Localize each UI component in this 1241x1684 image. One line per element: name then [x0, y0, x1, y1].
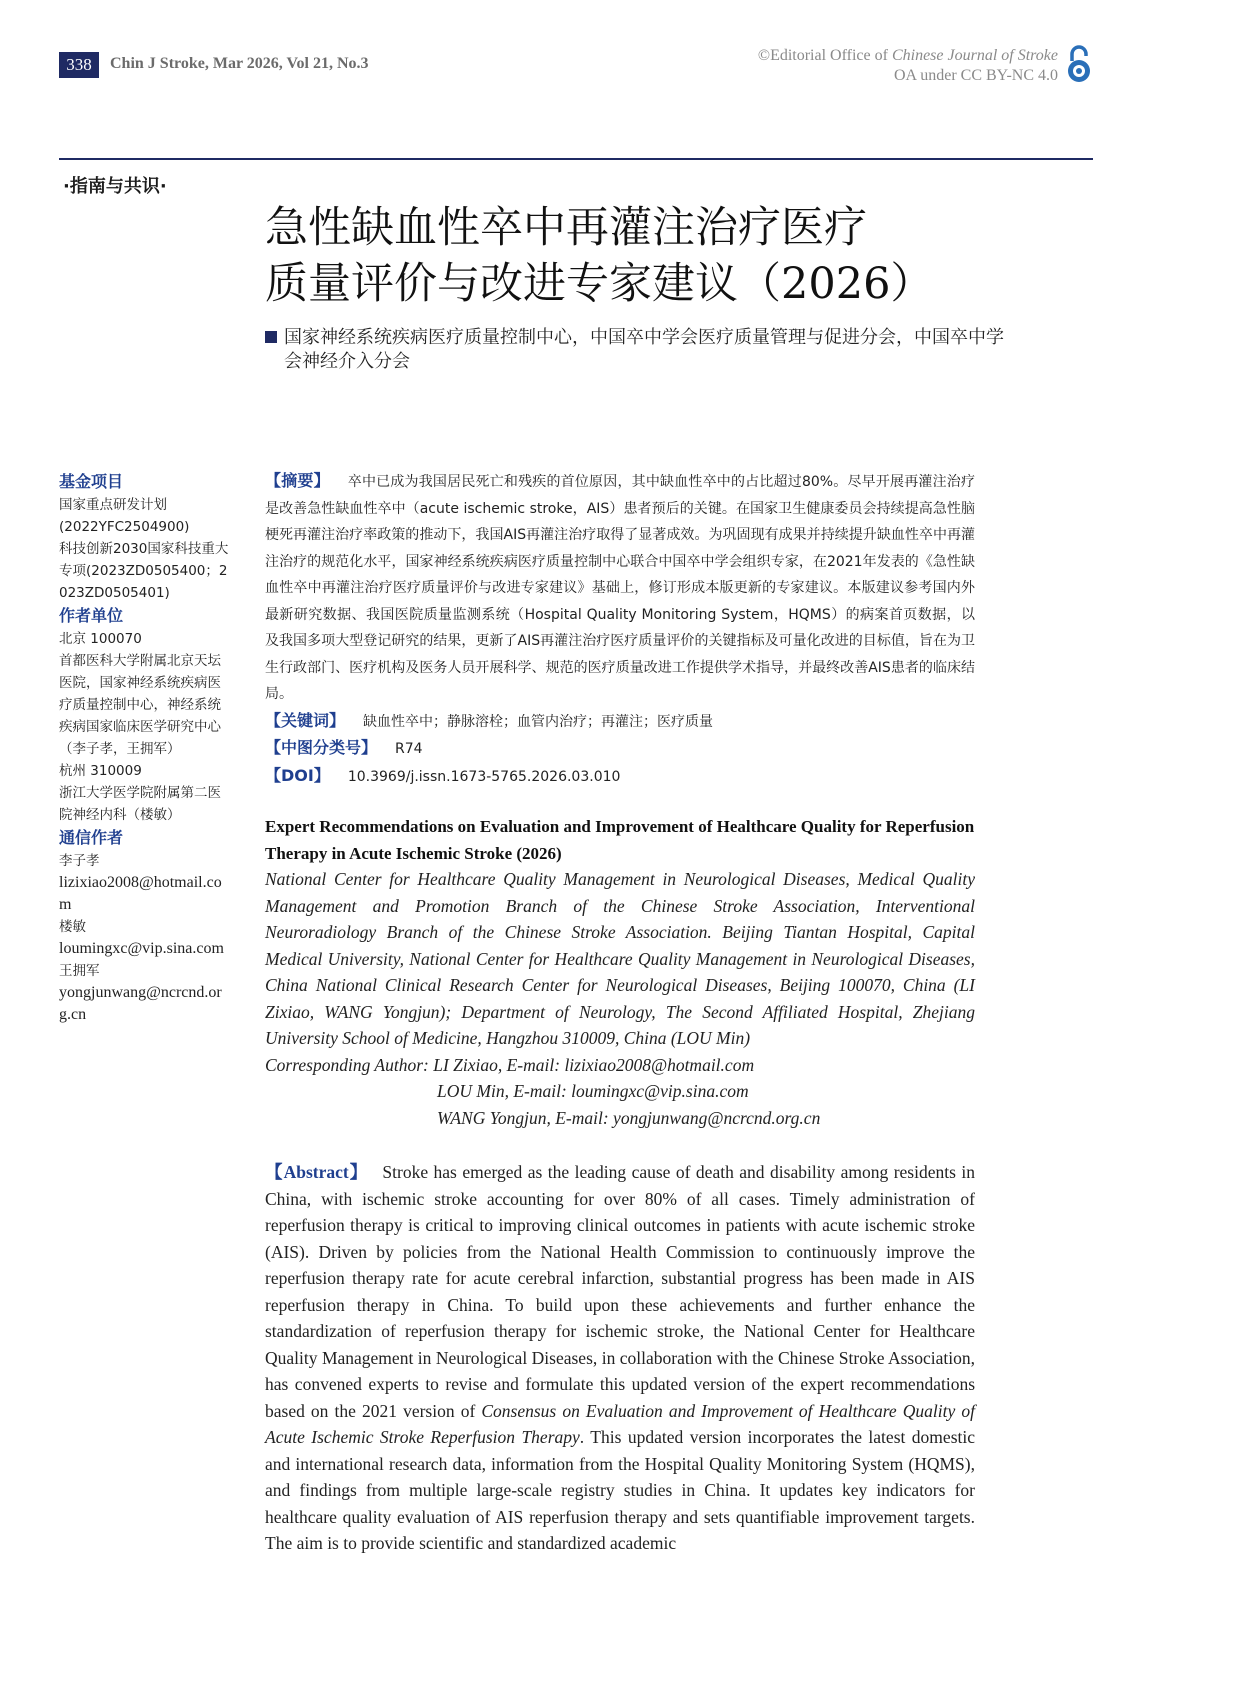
author-groups: [265, 326, 1005, 374]
cn-abstract-label: 【摘要】: [265, 471, 330, 490]
page-number: 338: [59, 52, 99, 78]
journal-citation: Chin J Stroke, Mar 2026, Vol 21, No.3: [110, 55, 369, 72]
affiliation-1: 首都医科大学附属北京天坛医院，国家神经系统疾病医疗质量控制中心，神经系统疾病国家临床医学研究中心（李子孝，王拥军）: [59, 653, 221, 757]
english-affiliation: National Center for Healthcare Quality Management in Neurological Diseases, Medical Quality Management and Promotion Branch of the Chinese Stroke Association, Interventional Neuroradiology Branch of the Chinese Stroke Association. Beijing Tiantan Hospital, Capital Medical University, National Center for Healthcare Quality Management in Neurological Diseases, China National Clinical Research Center for Neurological Diseases, Beijing 100070, China (LI Zixiao, WANG Yongjun); Department of Neurology, The Second Affiliated Hospital, Zhejiang University School of Medicine, Hangzhou 310009, China (LOU Min): [265, 869, 975, 1048]
corresponding-2-email[interactable]: loumingxc@vip.sina.com: [59, 940, 224, 957]
en-abstract-label: 【Abstract】: [265, 1162, 369, 1182]
cn-abstract-text: 卒中已成为我国居民死亡和残疾的首位原因，其中缺血性卒中的占比超过80%。尽早开展再灌注治疗是改善急性缺血性卒中（acute ischemic stroke，AIS）患者预后的关键。在国家卫生健康委员会持续提高急性脑梗死再灌注治疗率政策的推动下，我国AIS再灌注治疗取得了显著成效。为巩固现有成果并持续提升缺血性卒中再灌注治疗的规范化水平，国家神经系统疾病医疗质量控制中心联合中国卒中学会组织专家，在2021年发表的《急性缺血性卒中再灌注治疗医疗质量评价与改进专家建议》基础上，修订形成本版更新的专家建议。本版建议参考国内外最新研究数据、我国医院质量监测系统（Hospital Quality Monitoring System，HQMS）的病案首页数据，以及我国多项大型登记研究的结果，更新了AIS再灌注治疗医疗质量评价的关键指标及可量化改进的目标值，旨在为卫生行政部门、医疗机构及医务人员开展科学、规范的医疗质量改进工作提供学术指导，并最终改善AIS患者的临床结局。: [265, 474, 975, 702]
copyright-journal: Chinese Journal of Stroke: [891, 47, 1058, 64]
cn-doi-label: 【DOI】: [265, 765, 330, 785]
affiliation-1-city: 北京 100070: [59, 631, 142, 647]
copyright-prefix: ©Editorial Office of: [757, 47, 892, 64]
english-abstract: [265, 1159, 975, 1557]
cn-clc-label: 【中图分类号】: [265, 738, 378, 757]
open-access-lock-icon: [1066, 44, 1092, 84]
cn-keywords: [265, 708, 975, 736]
header-rule: [59, 158, 1093, 160]
corresponding-3-email[interactable]: yongjunwang@ncrcnd.org.cn: [59, 984, 222, 1023]
chinese-abstract: [265, 468, 975, 790]
english-affiliation-block: [265, 866, 975, 1131]
cn-clc-text: R74: [395, 741, 423, 757]
affiliation-2-city: 杭州 310009: [59, 763, 142, 779]
author-text: 国家神经系统疾病医疗质量控制中心，中国卒中学会医疗质量管理与促进分会，中国卒中学会神经介入分会: [284, 327, 1004, 372]
cn-doi-text[interactable]: 10.3969/j.issn.1673-5765.2026.03.010: [347, 768, 621, 785]
en-abstract-paragraph: [265, 1159, 975, 1557]
section-label: ·指南与共识·: [63, 176, 167, 197]
en-abstract-text-2: . This updated version incorporates the latest domestic and international research data, information from the Hospital Quality Monitoring System (HQMS), and findings from multiple large-scale registry studies in China. It updates key indicators for healthcare quality evaluation of AIS reperfusion therapy and sets quantifiable improvement targets. The aim is to provide scientific and standardized academic: [265, 1427, 975, 1553]
article-title: [265, 200, 1065, 312]
funding-heading: 基金项目: [59, 472, 124, 491]
square-bullet-icon: [265, 331, 277, 343]
cn-keywords-label: 【关键词】: [265, 710, 346, 730]
funding-1-code: (2022YFC2504900): [59, 519, 190, 535]
en-abstract-cited-title: Consensus on Evaluation and Improvement of Healthcare Quality of Acute Ischemic Stroke Reperfusion Therapy: [265, 1400, 975, 1447]
cn-abstract-paragraph: [265, 468, 975, 708]
affiliation-2: 浙江大学医学院附属第二医院神经内科（楼敏）: [59, 785, 221, 823]
license-text: OA under CC BY-NC 4.0: [893, 67, 1058, 84]
corresponding-line-3: WANG Yongjun, E-mail: yongjunwang@ncrcnd.org.cn: [437, 1107, 821, 1128]
sidebar-info: [59, 470, 231, 1026]
title-line-1: 急性缺血性卒中再灌注治疗医疗: [265, 203, 867, 253]
cn-keywords-text: 缺血性卒中；静脉溶栓；血管内治疗；再灌注；医疗质量: [363, 713, 714, 730]
funding-2: 科技创新2030国家科技重大专项(2023ZD0505400；2023ZD0505401): [59, 541, 229, 601]
corresponding-line-2: LOU Min, E-mail: loumingxc@vip.sina.com: [437, 1081, 749, 1101]
corresponding-1-email[interactable]: lizixiao2008@hotmail.com: [59, 874, 222, 913]
corresponding-3-name: 王拥军: [59, 963, 100, 979]
funding-1: 国家重点研发计划: [59, 497, 167, 513]
cn-classification: [265, 735, 975, 763]
en-abstract-text-1: Stroke has emerged as the leading cause of death and disability among residents in China, with ischemic stroke accounting for over 80% of all cases. Timely administration of reperfusion therapy is critical to improving clinical outcomes in patients with acute ischemic stroke (AIS). Driven by policies from the National Health Commission to continuously improve the reperfusion therapy rate for acute cerebral infarction, substantial progress has been made in AIS reperfusion therapy in China. To build upon these achievements and further enhance the standardization of reperfusion therapy for ischemic stroke, the National Center for Healthcare Quality Management in Neurological Diseases, in collaboration with the Chinese Stroke Association, has convened experts to revise and formulate this updated version of the expert recommendations based on the 2021 version of: [265, 1162, 975, 1421]
english-title: Expert Recommendations on Evaluation and Improvement of Healthcare Quality for Reperfusion Therapy in Acute Ischemic Stroke (2026): [265, 817, 975, 863]
corresponding-1-name: 李子孝: [59, 853, 100, 869]
corresponding-2-name: 楼敏: [59, 919, 86, 935]
copyright-notice: [758, 46, 1058, 86]
affiliation-heading: 作者单位: [59, 606, 124, 625]
title-line-2: 质量评价与改进专家建议（2026）: [265, 259, 934, 309]
corresponding-line-1: Corresponding Author: LI Zixiao, E-mail: lizixiao2008@hotmail.com: [265, 1054, 755, 1075]
corresponding-heading: 通信作者: [59, 828, 124, 847]
cn-doi: [265, 763, 975, 791]
